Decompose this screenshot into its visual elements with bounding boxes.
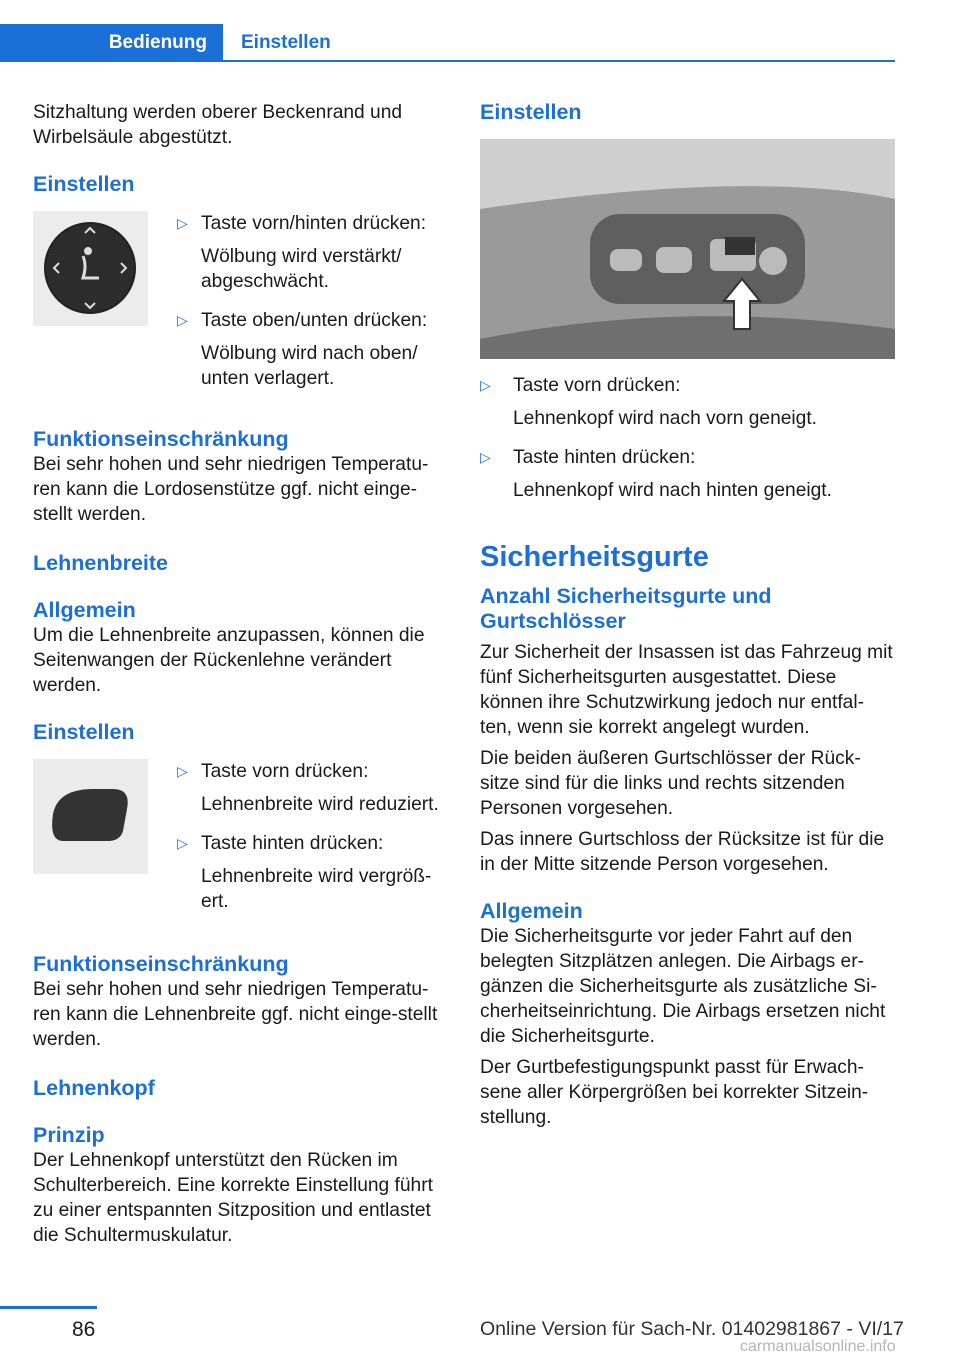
- tab-bar: [0, 24, 895, 62]
- seat-control-image: [480, 139, 895, 359]
- triangle-bullet-icon: ▷: [480, 449, 491, 465]
- breite-block: [33, 759, 448, 928]
- tab-underline: [223, 60, 895, 62]
- item-action: Taste hinten drücken:: [513, 447, 696, 468]
- list-item: [177, 759, 448, 825]
- item-action: Taste vorn drücken:: [513, 375, 681, 396]
- lehnenbreite-button-image: [33, 759, 148, 874]
- triangle-bullet-icon: ▷: [480, 377, 491, 393]
- list-item: [177, 831, 448, 922]
- item-result: Wölbung wird nach oben/ unten verlagert.: [201, 343, 418, 389]
- intro-text: Sitzhaltung werden oberer Beckenrand und Wirbelsäule abgestützt.: [33, 102, 403, 148]
- list-item: [177, 308, 448, 399]
- prinzip-text: Der Lehnenkopf unterstützt den Rücken im Schulterbereich. Eine korrekte Einstellung führt zu einer entspannten Sitzposition und entlastet die Schultermuskulatur.: [33, 1150, 433, 1246]
- left-column: [33, 100, 448, 1254]
- heading-allgemein: Allgemein: [33, 598, 136, 622]
- triangle-bullet-icon: ▷: [177, 835, 188, 851]
- heading-funktionseinschraenkung-2: Funktionseinschränkung: [33, 952, 289, 976]
- tab-bedienung[interactable]: Bedienung: [0, 24, 223, 62]
- section-title-sicherheitsgurte: Sicherheitsgurte: [480, 541, 709, 573]
- triangle-bullet-icon: ▷: [177, 215, 188, 231]
- item-result: Lehnenbreite wird vergröß-ert.: [201, 866, 432, 912]
- item-action: Taste vorn/hinten drücken:: [201, 213, 427, 234]
- watermark-text: carmanualsonline.info: [740, 1338, 896, 1355]
- lordose-block: [33, 211, 448, 405]
- lordose-control-image: [33, 211, 148, 326]
- breite-items: [177, 759, 448, 928]
- anzahl-paragraph: Zur Sicherheit der Insassen ist das Fahrzeug mit fünf Sicherheitsgurten ausgestattet. Diese können ihre Schutzwirkung jedoch nur entfal-ten, wenn sie korrekt angelegt wurden.: [480, 642, 893, 738]
- limit1-text: Bei sehr hohen und sehr niedrigen Temperatu-ren kann die Lordosenstütze ggf. nicht einge-stellt werden.: [33, 454, 429, 525]
- lordose-items: [177, 211, 448, 405]
- list-item: [480, 445, 895, 511]
- heading-lehnenkopf: Lehnenkopf: [33, 1076, 155, 1100]
- heading-einstellen-kopf: Einstellen: [480, 100, 582, 124]
- right-column: [480, 100, 895, 1136]
- heading-einstellen-lordose: Einstellen: [33, 172, 135, 196]
- triangle-bullet-icon: ▷: [177, 763, 188, 779]
- heading-anzahl: Anzahl Sicherheitsgurte und Gurtschlösser: [480, 584, 772, 633]
- item-action: Taste oben/unten drücken:: [201, 310, 428, 331]
- heading-lehnenbreite: Lehnenbreite: [33, 551, 168, 575]
- item-result: Lehnenkopf wird nach hinten geneigt.: [513, 480, 832, 501]
- item-result: Wölbung wird verstärkt/ abgeschwächt.: [201, 246, 402, 292]
- list-item: [177, 211, 448, 302]
- heading-allgemein-gurte: Allgemein: [480, 899, 583, 923]
- online-version-text: Online Version für Sach-Nr. 01402981867 - VI/17: [480, 1318, 904, 1340]
- list-item: [480, 373, 895, 439]
- limit2-text: Bei sehr hohen und sehr niedrigen Temperatu-ren kann die Lehnenbreite ggf. nicht einge-stellt werden.: [33, 979, 438, 1050]
- allgemein-paragraph: Der Gurtbefestigungspunkt passt für Erwach-sene aller Körpergrößen bei korrekter Sitzein-stellung.: [480, 1057, 869, 1128]
- anzahl-paragraph: Die beiden äußeren Gurtschlösser der Rück-sitze sind für die links und rechts sitzenden Personen vorgesehen.: [480, 748, 861, 819]
- allgemein-text: Um die Lehnenbreite anzupassen, können die Seitenwangen der Rückenlehne verändert werden.: [33, 625, 425, 696]
- item-result: Lehnenkopf wird nach vorn geneigt.: [513, 408, 818, 429]
- footer-accent-line: [0, 1306, 97, 1309]
- triangle-bullet-icon: ▷: [177, 312, 188, 328]
- kopf-items: [480, 373, 895, 511]
- heading-einstellen-breite: Einstellen: [33, 720, 135, 744]
- tab-einstellen[interactable]: Einstellen: [241, 32, 331, 53]
- anzahl-paragraph: Das innere Gurtschloss der Rücksitze ist für die in der Mitte sitzende Person vorgesehen.: [480, 829, 885, 875]
- page-number: 86: [72, 1318, 96, 1341]
- heading-funktionseinschraenkung-1: Funktionseinschränkung: [33, 427, 289, 451]
- item-result: Lehnenbreite wird reduziert.: [201, 794, 439, 815]
- item-action: Taste hinten drücken:: [201, 833, 384, 854]
- item-action: Taste vorn drücken:: [201, 761, 369, 782]
- heading-prinzip: Prinzip: [33, 1123, 105, 1147]
- allgemein-paragraph: Die Sicherheitsgurte vor jeder Fahrt auf den belegten Sitzplätzen anlegen. Die Airbags er-gänzen die Sicherheitsgurte als zusätzliche Si-cherheitseinrichtung. Die Airbags ersetzen nicht die Sicherheitsgurte.: [480, 926, 886, 1047]
